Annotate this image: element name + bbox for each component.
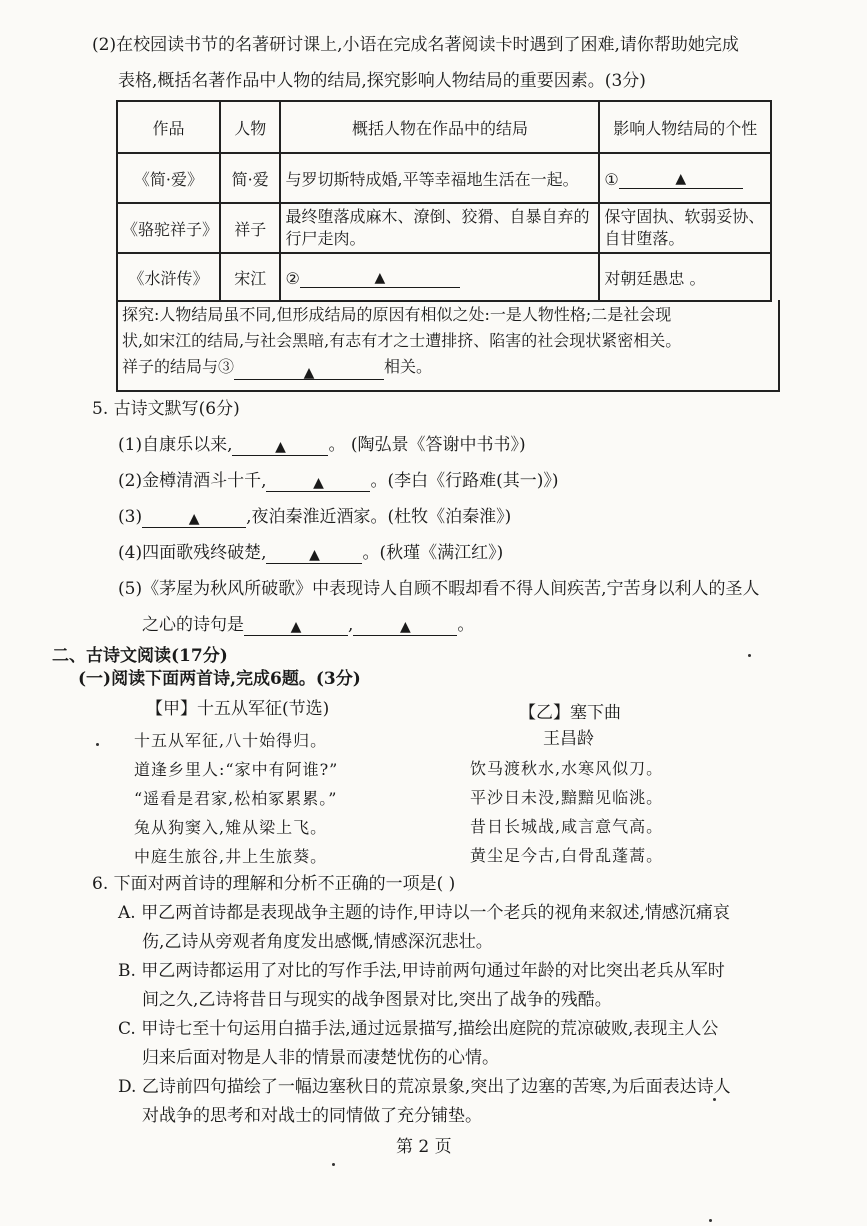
answer-blank[interactable]: ▲ bbox=[353, 615, 457, 636]
scan-speck bbox=[709, 1219, 712, 1222]
table-row bbox=[117, 203, 771, 253]
trait-cell: 对朝廷愚忠 。 bbox=[599, 253, 771, 301]
table-row bbox=[117, 253, 771, 301]
answer-blank-3[interactable]: ▲ bbox=[234, 359, 384, 380]
q5-item-5-line1: (5)《茅屋为秋风所破歌》中表现诗人自顾不暇却看不得人间疾苦,宁苦身以利人的圣人 bbox=[118, 579, 760, 599]
poem-a-line: 十五从军征,八十始得归。 bbox=[134, 731, 328, 750]
work-cell: 《水浒传》 bbox=[117, 253, 220, 301]
answer-blank-2[interactable]: ▲ bbox=[300, 267, 460, 288]
answer-blank[interactable]: ▲ bbox=[266, 543, 362, 564]
answer-blank-1[interactable]: ▲ bbox=[619, 168, 743, 189]
work-cell: 《骆驼祥子》 bbox=[117, 203, 220, 253]
question-2-line1: (2)在校园读书节的名著研讨课上,小语在完成名著阅读卡时遇到了困难,请你帮助她完成 bbox=[92, 35, 739, 55]
scan-speck bbox=[96, 743, 99, 746]
q5-item-5-line2: 之心的诗句是 ▲ , ▲ 。 bbox=[142, 615, 475, 635]
answer-blank[interactable]: ▲ bbox=[266, 471, 370, 492]
option-c-line1: C. 甲诗七至十句运用白描手法,通过远景描写,描绘出庭院的荒凉破败,表现主人公 bbox=[118, 1019, 719, 1039]
header-work: 作品 bbox=[117, 101, 220, 153]
table-row bbox=[117, 153, 771, 203]
option-d-line2: 对战争的思考和对战士的同情做了充分铺垫。 bbox=[142, 1106, 482, 1126]
option-d-line1: D. 乙诗前四句描绘了一幅边塞秋日的荒凉景象,突出了边塞的苦寒,为后面表达诗人 bbox=[118, 1077, 731, 1097]
option-b-line1: B. 甲乙两诗都运用了对比的写作手法,甲诗前两句通过年龄的对比突出老兵从军时 bbox=[118, 961, 725, 981]
character-cell: 宋江 bbox=[220, 253, 281, 301]
option-a-line1: A. 甲乙两首诗都是表现战争主题的诗作,甲诗以一个老兵的视角来叙述,情感沉痛哀 bbox=[118, 903, 730, 923]
inquiry-box: 探究:人物结局虽不同,但形成结局的原因有相似之处:一是人物性格;二是社会现 状,如宋江的结局,与社会黑暗,有志有才之士遭排挤、陷害的社会现状紧密相关。 祥子的结局与③ ▲ 相关。 bbox=[116, 300, 780, 392]
poem-a-line: 道逢乡里人:“家中有阿谁?” bbox=[134, 760, 339, 779]
character-cell: 简·爱 bbox=[220, 153, 281, 203]
poem-b-line: 昔日长城战,咸言意气高。 bbox=[470, 817, 664, 836]
header-ending: 概括人物在作品中的结局 bbox=[280, 101, 599, 153]
ending-cell: 与罗切斯特成婚,平等幸福地生活在一起。 bbox=[280, 153, 599, 203]
answer-blank[interactable]: ▲ bbox=[142, 507, 246, 528]
poem-b-author: 王昌龄 bbox=[543, 729, 594, 749]
option-c-line2: 归来后面对物是人非的情景而凄楚忧伤的心情。 bbox=[142, 1048, 499, 1068]
page-number: 第 2 页 bbox=[396, 1137, 452, 1157]
header-trait: 影响人物结局的个性 bbox=[599, 101, 771, 153]
q5-item-1: (1)自康乐以来, ▲ 。 (陶弘景《答谢中书书》) bbox=[118, 435, 526, 455]
scan-speck bbox=[713, 1098, 716, 1101]
poem-b-line: 饮马渡秋水,水寒风似刀。 bbox=[470, 759, 664, 778]
poem-a-line: “遥看是君家,松柏冢累累。” bbox=[134, 789, 338, 808]
answer-blank[interactable]: ▲ bbox=[244, 615, 348, 636]
option-b-line2: 间之久,乙诗将昔日与现实的战争图景对比,突出了战争的残酷。 bbox=[142, 990, 612, 1010]
reading-card-table bbox=[116, 100, 772, 302]
question-5-title: 5. 古诗文默写(6分) bbox=[92, 399, 240, 419]
question-6-stem: 6. 下面对两首诗的理解和分析不正确的一项是( ) bbox=[92, 874, 456, 894]
scan-speck bbox=[332, 1163, 335, 1166]
q5-item-3: (3) ▲ ,夜泊秦淮近酒家。(杜牧《泊秦淮》) bbox=[118, 507, 512, 527]
ending-cell: ② ▲ bbox=[280, 253, 599, 301]
poem-a-line: 兔从狗窦入,雉从梁上飞。 bbox=[134, 818, 328, 837]
poem-b-line: 平沙日未没,黯黯见临洮。 bbox=[470, 788, 664, 807]
answer-blank[interactable]: ▲ bbox=[232, 435, 328, 456]
section-2-title: 二、古诗文阅读(17分) bbox=[52, 646, 228, 666]
poem-a-title: 【甲】十五从军征(节选) bbox=[146, 699, 330, 719]
q5-item-2: (2)金樽清酒斗十千, ▲ 。(李白《行路难(其一)》) bbox=[118, 471, 559, 491]
trait-cell: ① ▲ bbox=[599, 153, 771, 203]
work-cell: 《简·爱》 bbox=[117, 153, 220, 203]
header-character: 人物 bbox=[220, 101, 281, 153]
option-a-line2: 伤,乙诗从旁观者角度发出感慨,情感深沉悲壮。 bbox=[142, 932, 493, 952]
trait-cell: 保守固执、软弱妥协、 自甘堕落。 bbox=[599, 203, 771, 253]
question-2-line2: 表格,概括名著作品中人物的结局,探究影响人物结局的重要因素。(3分) bbox=[118, 71, 646, 91]
ending-cell: 最终堕落成麻木、潦倒、狡猾、自暴自弃的 行尸走肉。 bbox=[280, 203, 599, 253]
poem-a-line: 中庭生旅谷,井上生旅葵。 bbox=[134, 847, 328, 866]
scan-speck bbox=[748, 654, 751, 657]
section-2-subtitle: (一)阅读下面两首诗,完成6题。(3分) bbox=[78, 669, 361, 689]
poem-b-line: 黄尘足今古,白骨乱蓬蒿。 bbox=[470, 846, 664, 865]
character-cell: 祥子 bbox=[220, 203, 281, 253]
q5-item-4: (4)四面歌残终破楚, ▲ 。(秋瑾《满江红》) bbox=[118, 543, 504, 563]
poem-b-title: 【乙】塞下曲 bbox=[519, 703, 621, 723]
